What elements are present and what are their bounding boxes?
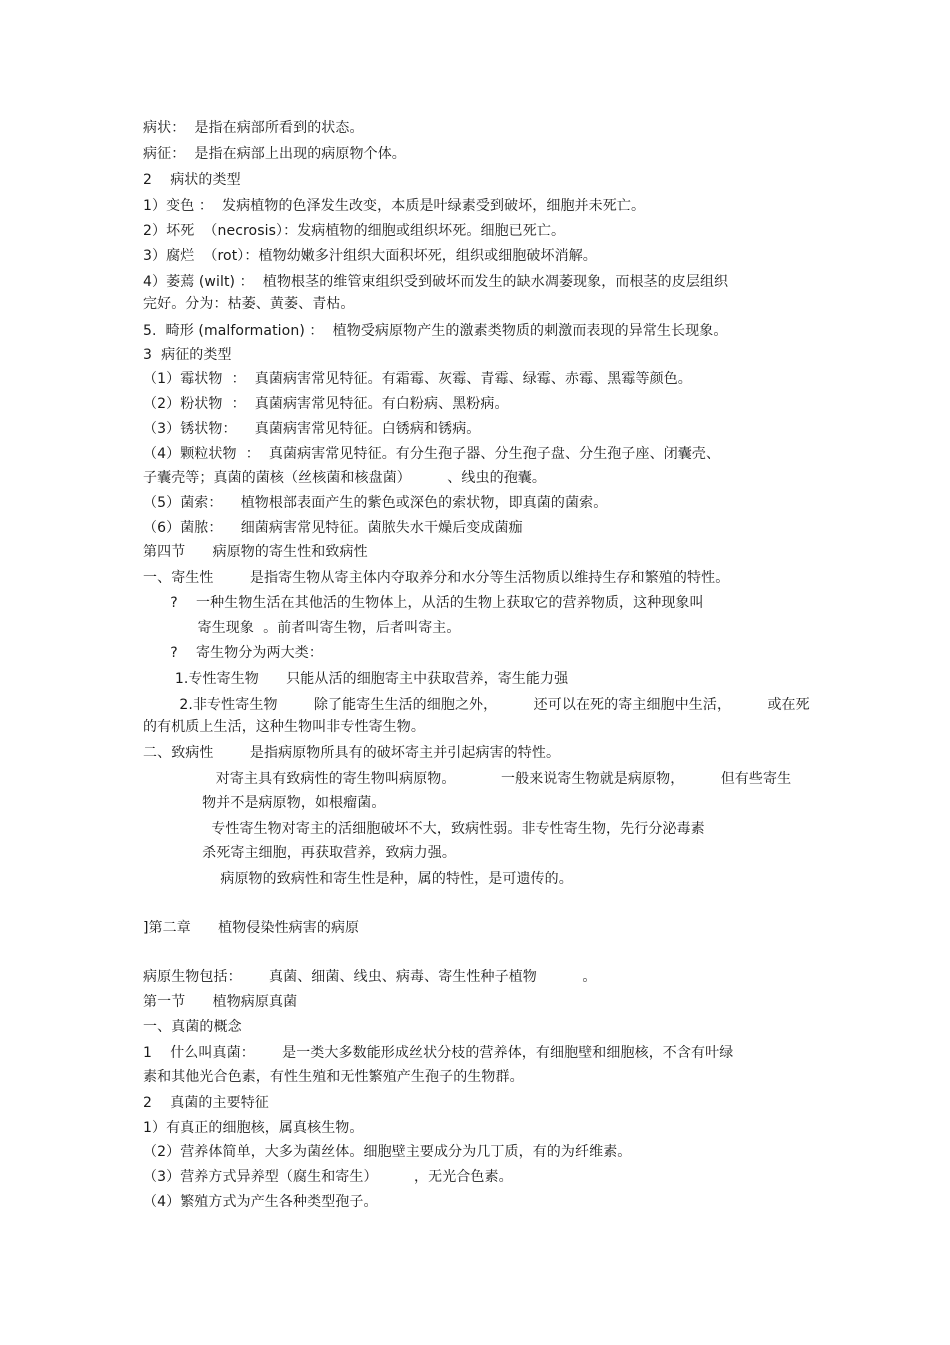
text-line: 物并不是病原物，如根瘤菌。 <box>143 795 386 811</box>
text-line: 2）坏死 （necrosis）：发病植物的细胞或组织坏死。细胞已死亡。 <box>143 223 566 239</box>
text-line: 病征： 是指在病部上出现的病原物个体。 <box>143 146 406 162</box>
text-line: （3）营养方式异养型（腐生和寄生） ，无光合色素。 <box>143 1169 513 1185</box>
section-heading: 第四节 病原物的寄生性和致病性 <box>143 544 368 560</box>
section-heading: 2 真菌的主要特征 <box>143 1095 269 1111</box>
text-line: 寄生现象 。前者叫寄生物，后者叫寄主。 <box>143 620 461 636</box>
text-line: 2.非专性寄生物 除了能寄生生活的细胞之外， 还可以在死的寄主细胞中生活， 或在死 <box>143 697 810 713</box>
text-line: 素和其他光合色素，有性生殖和无性繁殖产生孢子的生物群。 <box>143 1069 524 1085</box>
text-line: 3）腐烂 （rot）：植物幼嫩多汁组织大面积坏死，组织或细胞破坏消解。 <box>143 248 597 264</box>
text-line: （2）营养体简单，大多为菌丝体。细胞壁主要成分为几丁质，有的为纤维素。 <box>143 1144 632 1160</box>
text-line: 二、致病性 是指病原物所具有的破坏寄主并引起病害的特性。 <box>143 745 561 761</box>
text-line: （4）颗粒状物 ： 真菌病害常见特征。有分生孢子器、分生孢子盘、分生孢子座、闭囊壳、 <box>143 446 721 462</box>
chapter-heading: ]第二章 植物侵染性病害的病原 <box>143 920 360 936</box>
text-line: 4）萎蔫 (wilt) ： 植物根茎的维管束组织受到破坏而发生的缺水凋萎现象，而根茎的皮层组织 <box>143 274 729 290</box>
text-line: 5. 畸形 (malformation) ： 植物受病原物产生的激素类物质的刺激而表现的异常生长现象。 <box>143 323 728 339</box>
text-line: 病状： 是指在病部所看到的状态。 <box>143 120 364 136</box>
text-line: 1）变色 ： 发病植物的色泽发生改变，本质是叶绿素受到破坏，细胞并未死亡。 <box>143 198 646 214</box>
bullet-line: ? 一种生物生活在其他活的生物体上，从活的生物上获取它的营养物质，这种现象叫 <box>143 595 704 611</box>
text-line: （2）粉状物 ： 真菌病害常见特征。有白粉病、黑粉病。 <box>143 396 509 412</box>
text-line: （4）繁殖方式为产生各种类型孢子。 <box>143 1194 378 1210</box>
section-heading: 2 病状的类型 <box>143 172 241 188</box>
text-line: 1.专性寄生物 只能从活的细胞寄主中获取营养，寄生能力强 <box>143 671 569 687</box>
text-line: 的有机质上生活，这种生物叫非专性寄生物。 <box>143 719 425 735</box>
text-line: 病原生物包括： 真菌、细菌、线虫、病毒、寄生性种子植物 。 <box>143 969 597 985</box>
text-line: 病原物的致病性和寄生性是种，属的特性，是可遗传的。 <box>143 871 573 887</box>
text-line: 子囊壳等；真菌的菌核（丝核菌和核盘菌） 、线虫的孢囊。 <box>143 470 546 486</box>
text-line: （6）菌脓： 细菌病害常见特征。菌脓失水干燥后变成菌痂 <box>143 520 523 536</box>
section-heading: 第一节 植物病原真菌 <box>143 994 298 1010</box>
text-line: 一、寄生性 是指寄生物从寄主体内夺取养分和水分等生活物质以维持生存和繁殖的特性。 <box>143 570 730 586</box>
bullet-line: ? 寄生物分为两大类： <box>143 645 323 661</box>
text-line: 1 什么叫真菌： 是一类大多数能形成丝状分枝的营养体，有细胞壁和细胞核，不含有叶绿 <box>143 1045 734 1061</box>
text-line: 1）有真正的细胞核，属真核生物。 <box>143 1120 364 1136</box>
section-heading: 3 病征的类型 <box>143 347 232 363</box>
text-line: 完好。分为：枯萎、黄萎、青枯。 <box>143 296 355 312</box>
text-line: （3）锈状物： 真菌病害常见特征。白锈病和锈病。 <box>143 421 481 437</box>
section-heading: 一、真菌的概念 <box>143 1019 242 1035</box>
text-line: 对寄主具有致病性的寄生物叫病原物。 一般来说寄生物就是病原物， 但有些寄生 <box>143 771 792 787</box>
text-line: 杀死寄主细胞，再获取营养，致病力强。 <box>143 845 456 861</box>
text-line: （1）霉状物 ： 真菌病害常见特征。有霜霉、灰霉、青霉、绿霉、赤霉、黑霉等颜色。 <box>143 371 692 387</box>
text-line: （5）菌索： 植物根部表面产生的紫色或深色的索状物，即真菌的菌索。 <box>143 495 608 511</box>
text-line: 专性寄生物对寄主的活细胞破坏不大，致病性弱。非专性寄生物，先行分泌毒素 <box>143 821 705 837</box>
